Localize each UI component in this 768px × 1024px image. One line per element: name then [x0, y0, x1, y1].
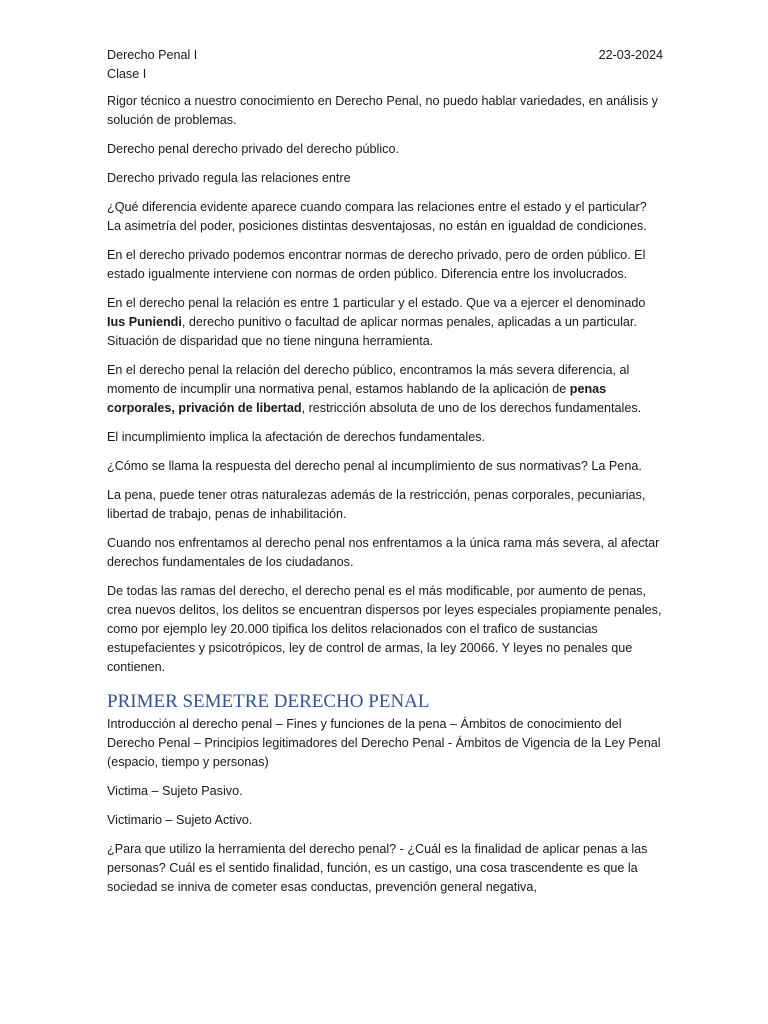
class-label: Clase I — [107, 67, 147, 81]
paragraph-penas-corporales — [107, 361, 663, 418]
paragraph-diferencia-evidente: ¿Qué diferencia evidente aparece cuando compara las relaciones entre el estado y el particular? La asimetría del poder, posiciones distintas desventajosas, no están en igualdad de condiciones. — [107, 200, 647, 233]
text-segment: , restricción absoluta de uno de los derechos fundamentales. — [301, 401, 642, 415]
paragraph-derecho-privado: Derecho privado regula las relaciones entre — [107, 171, 351, 185]
text-segment: En el derecho penal la relación del derecho público, encontramos la más severa diferencia, al momento de incumplir una normativa penal, estamos hablando de la aplicación de — [107, 363, 630, 396]
paragraph-incumplimiento: El incumplimiento implica la afectación de derechos fundamentales. — [107, 430, 486, 444]
paragraph-derecho-penal-publico: Derecho penal derecho privado del derecho público. — [107, 142, 399, 156]
paragraph-ius-puniendi — [107, 294, 663, 351]
paragraph-victima: Victima – Sujeto Pasivo. — [107, 784, 243, 798]
text-segment: , derecho punitivo o facultad de aplicar normas penales, aplicadas a un particular. Situación de disparidad que no tiene ninguna herramienta. — [107, 315, 637, 348]
paragraph-finalidad: ¿Para que utilizo la herramienta del derecho penal? - ¿Cuál es la finalidad de aplicar penas a las personas? Cuál es el sentido finalidad, función, es un castigo, una cosa trascendente es que la sociedad se inniva de cometer esas conductas, prevención general negativa, — [107, 842, 648, 894]
paragraph-naturalezas-pena: La pena, puede tener otras naturalezas además de la restricción, penas corporales, pecuniarias, libertad de trabajo, penas de inhabilitación. — [107, 488, 646, 521]
document-header — [107, 46, 663, 65]
bold-term-ius-puniendi: Ius Puniendi — [107, 315, 182, 329]
document-page — [107, 46, 663, 907]
paragraph-ramas-del-derecho: De todas las ramas del derecho, el derecho penal es el más modificable, por aumento de penas, crea nuevos delitos, los delitos se encuentran dispersos por leyes especiales propiamente penales, como por ejemplo ley 20.000 tipifica los delitos relacionados con el trafico de sustancias estupefacientes y psicotrópicos, ley de control de armas, la ley 20066. Y leyes no penales que contienen. — [107, 584, 662, 674]
section-heading: PRIMER SEMETRE DERECHO PENAL — [107, 691, 430, 712]
paragraph-rigor: Rigor técnico a nuestro conocimiento en Derecho Penal, no puedo hablar variedades, en análisis y solución de problemas. — [107, 94, 658, 127]
paragraph-victimario: Victimario – Sujeto Activo. — [107, 813, 253, 827]
course-title: Derecho Penal I — [107, 48, 198, 62]
document-date: 22-03-2024 — [598, 48, 663, 62]
bold-term-penas-corporales: penas corporales, privación de libertad — [107, 382, 607, 415]
paragraph-orden-publico: En el derecho privado podemos encontrar normas de derecho privado, pero de orden público. El estado igualmente interviene con normas de orden público. Diferencia entre los involucrados. — [107, 248, 646, 281]
paragraph-la-pena: ¿Cómo se llama la respuesta del derecho penal al incumplimiento de sus normativas? La Pena. — [107, 459, 642, 473]
paragraph-rama-mas-severa: Cuando nos enfrentamos al derecho penal nos enfrentamos a la única rama más severa, al afectar derechos fundamentales de los ciudadanos. — [107, 536, 660, 569]
paragraph-temario: Introducción al derecho penal – Fines y funciones de la pena – Ámbitos de conocimiento del Derecho Penal – Principios legitimadores del Derecho Penal - Ámbitos de Vigencia de la Ley Penal (espacio, tiempo y personas) — [107, 717, 661, 769]
text-segment: En el derecho penal la relación es entre 1 particular y el estado. Que va a ejercer el denominado — [107, 296, 646, 310]
